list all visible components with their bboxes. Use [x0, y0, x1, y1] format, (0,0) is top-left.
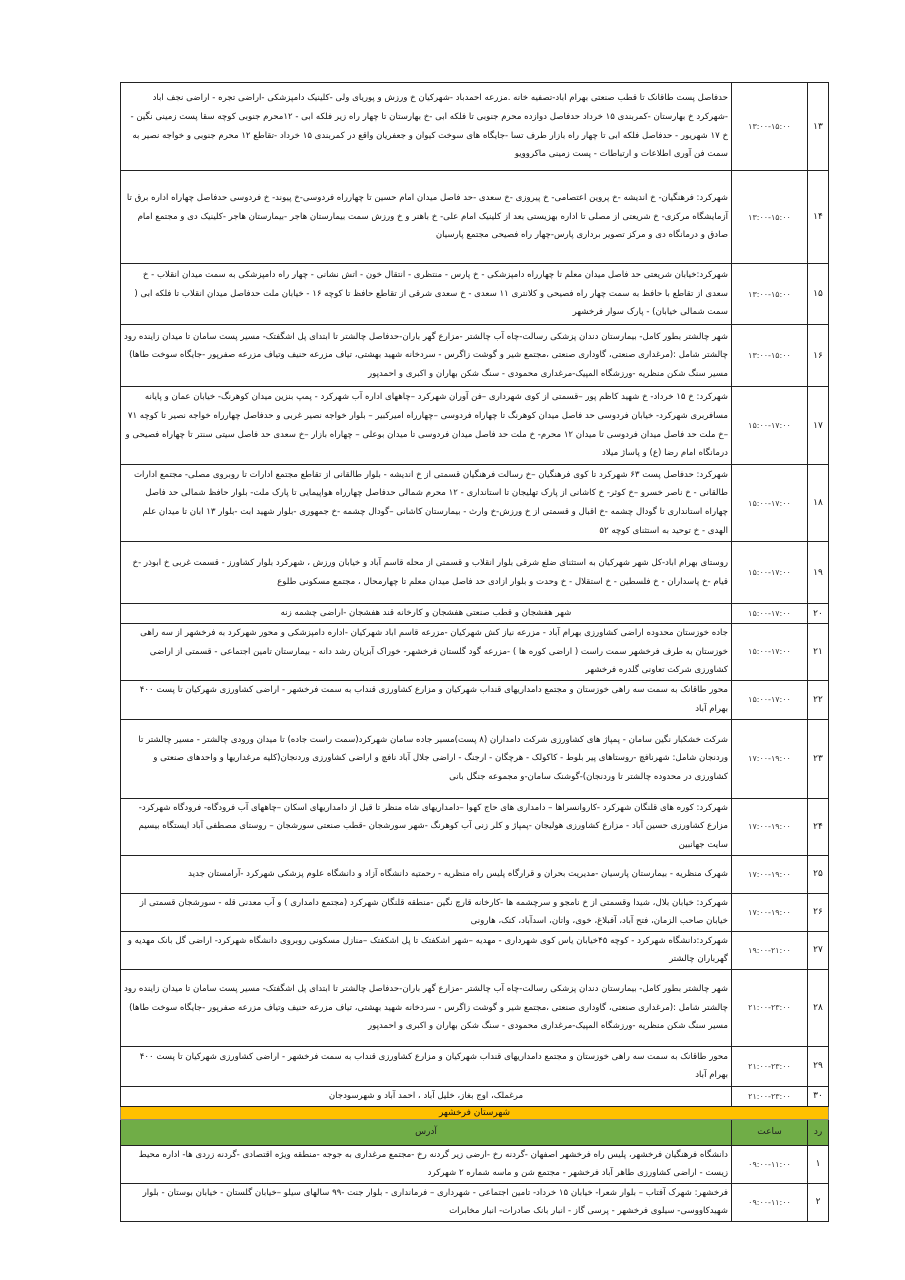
table-row: [121, 680, 829, 719]
row-address: شهرکرد: فرهنگیان- خ اندیشه -خ پروین اعتصامی- خ پیروزی -خ سعدی -حد فاصل میدان امام حسین تا چهارراه فردوسی-خ پیوند- خ فردوسی حدفاصل چهاراه اداره برق تا آزمایشگاه مرکزی- خ شریعتی از مصلی تا اداره بهزیستی بعد از کلینیک امام علی- خ باهنر و خ ورزش سمت بیمارستان هاجر -بیمارستان هاجر -کلینیک دی و مجتمع امام صادق و درمانگاه دی و مرکز تصویر برداری پارس-چهار راه فصیحی مجتمع پارسیان: [121, 171, 732, 264]
row-time: ۱۷:۰۰-۱۹:۰۰: [732, 719, 808, 798]
row-time: ۱۵:۰۰-۱۷:۰۰: [732, 680, 808, 719]
outage-schedule-table: [120, 82, 829, 1222]
section-title-row: [121, 1106, 829, 1119]
row-address: دانشگاه فرهنگیان فرخشهر، پلیس راه فرخشهر اصفهان -گردنه رخ -ارضی زیر گردنه رخ -مجتمع مرغداری به جوجه -منطقه ویژه اقتصادی -گردنه زردی ها- اداره محیط زیست - اراضی کشاورزی طاهر آباد فرخشهر - مجتمع شن و ماسه شماره ۲ شهرکرد: [121, 1145, 732, 1183]
row-address: شهرکرد: حدفاصل پست ۶۳ شهرکرد تا کوی فرهنگیان –خ رسالت فرهنگیان قسمتی از خ اندیشه - بلوار طالقانی از تقاطع مجتمع ادارات تا روبروی مصلی- مجتمع ادارات طالقانی - خ ناصر خسرو –خ کوثر- خ کاشانی از پارک تهلیجان تا استانداری - ۱۲ محرم شمالی حدفاصل چهارراه هواپیمایی تا پارک ملت- بلوار حافظ شمالی حد فاصل چهاراه استانداری تا گودال چشمه -خ اقبال و قسمتی از خ ورزش-خ وارث - بیمارستان کاشانی –گودال چشمه -خ جمهوری -بلوار شهید ابت -بلوار ۱۳ ابان تا میدان علم الهدی - خ توحید به استثنای کوچه ۵۲: [121, 465, 732, 542]
row-time: ۱۵:۰۰-۱۷:۰۰: [732, 624, 808, 681]
row-time: ۰۹:۰۰-۱۱:۰۰: [732, 1145, 808, 1183]
table-row: [121, 325, 829, 387]
row-number: ۲۶: [808, 893, 829, 931]
row-address: روستای بهرام اباد-کل شهر شهرکیان به استثنای ضلع شرقی بلوار انقلاب و قسمتی از محله قاسم آباد و خیابان ورزش ، شهرکرد بلوار کشاورز - قسمت غربی خ ابوذر -خ قیام -خ پاسداران - خ فلسطین - خ استقلال - خ وحدت و بلوار ازادی حد فاصل میدان معلم تا چهارمحال ، مجتمع مسکونی طلوع: [121, 542, 732, 604]
table-row: [121, 969, 829, 1046]
row-time: ۱۵:۰۰-۱۷:۰۰: [732, 387, 808, 465]
row-time: ۱۳:۰۰-۱۵:۰۰: [732, 171, 808, 264]
header-address: آدرس: [121, 1119, 732, 1145]
row-time: ۲۱:۰۰-۲۳:۰۰: [732, 1086, 808, 1106]
table-row: [121, 893, 829, 931]
row-time: ۱۷:۰۰-۱۹:۰۰: [732, 798, 808, 855]
table-row: [121, 1046, 829, 1086]
table-row: [121, 264, 829, 325]
row-number: ۳۰: [808, 1086, 829, 1106]
outage-schedule-document: [120, 82, 829, 1222]
row-time: ۲۱:۰۰-۲۳:۰۰: [732, 1046, 808, 1086]
table-row: [121, 798, 829, 855]
column-header-row: [121, 1119, 829, 1145]
table-row: [121, 1086, 829, 1106]
table-row: [121, 171, 829, 264]
row-number: ۱۷: [808, 387, 829, 465]
table-row: [121, 1145, 829, 1183]
row-time: ۱۷:۰۰-۱۹:۰۰: [732, 855, 808, 893]
row-address: شهر چالشتر بطور کامل- بیمارستان دندان پزشکی رسالت-چاه آب چالشتر -مزارع گهر باران-حدفاصل چالشتر تا ابتدای پل اشگفتک- مسیر پست سامان تا میدان زاینده رود چالشتر شامل :(مرغداری صنعتی، گاوداری صنعتی ،مجتمع شیر و گوشت زاگرس - سردخانه شهید بهشتی، تیاف مزرعه حنیف وتیاف مزرعه صفرپور -جایگاه سوخت طاها) مسیر سنگ شکن منظریه -ورزشگاه المپیک-مرغداری محمودی - سنگ شکن بهاران و اکبری و احمدپور: [121, 325, 732, 387]
farrokhshahr-rows: [121, 1145, 829, 1221]
row-address: حدفاصل پست طاقانک تا قطب صنعتی بهرام اباد-تصفیه خانه .مزرعه احمدباد -شهرکیان خ ورزش و پوریای ولی -کلینیک دامپزشکی -اراضی تجره - اراضی نجف اباد -شهرکرد خ بهارستان -کمربندی ۱۵ خرداد حدفاصل دوازده محرم جنوبی تا فلکه ابی -خ بهارستان تا چهار راه زیر فلکه ابی - ۱۲محرم جنوبی کوچه سقا پست زمینی نگین - خ ۱۷ شهریور - حدفاصل فلکه ابی تا چهار راه بازار طرف تسا -جایگاه های سوخت کیوان و جعفریان واقع در کمربندی ۱۵ خرداد -تقاطع ۱۲ محرم جنوبی و خواجه نصیر به سمت فن آوری اطلاعات و ارتباطات - پست زمینی ماکروویو: [121, 83, 732, 171]
row-address: شهرکرد: خ ۱۵ خرداد- خ شهید کاظم پور –قسمتی از کوی شهرداری –فن آوران شهرکرد –چاههای اداره آب شهرکرد - پمپ بنزین میدان کوهرنگ- خیابان عمان و پایانه مسافربری شهرکرد- خیابان فردوسی حد فاصل میدان کوهرنگ تا چهاراه فردوسی –چهارراه امیرکبیر – بلوار خواجه نصیر غربی و حدفاصل چهارراه خواجه نصیر تا کوچه ۷۱ –خ ملت حد فاصل میدان فردوسی تا میدان ۱۲ محرم- خ ملت حد فاصل میدان فردوسی تا میدان بوعلی – چهاراه بازار –خ سعدی حد فاصل سیتی سنتر تا چهاراه فصیحی و درمانگاه امام رضا (ع) و پاساژ میلاد: [121, 387, 732, 465]
header-num: رد: [808, 1119, 829, 1145]
row-address: شهرکرد: کوره های قلنگان شهرکرد -کاروانسراها – دامداری های حاج کهوا –دامداریهای شاه منظر تا قبل از دامداریهای اسکان –چاههای آب فرودگاه- فرودگاه شهرکرد- مزارع کشاورزی حسین آباد - مزارع کشاورزی هولیجان -پمپاژ و کلر زنی آب کوهرنگ -شهر سورشجان -قطب صنعتی سورشجان – روستای مصطفی آباد ایستگاه بیسیم سایت جهانبین: [121, 798, 732, 855]
row-time: ۱۹:۰۰-۲۱:۰۰: [732, 931, 808, 969]
table-row: [121, 83, 829, 171]
row-address: جاده خوزستان محدوده اراضی کشاورزی بهرام آباد - مزرعه نیاز کش شهرکیان -مزرعه قاسم اباد شهرکیان -اداره دامپزشکی و محور شهرکرد به فرخشهر از سه راهی خوزستان به طرف فرخشهر سمت راست ( اراضی کوره ها ) -مزرعه گود گلستان فرخشهر- خوراک آبزیان رشد دانه - بیمارستان تامین اجتماعی - قسمتی از اراضی کشاورزی شرکت تعاونی گلدره فرخشهر: [121, 624, 732, 681]
shahrekord-rows: [121, 83, 829, 1107]
row-number: ۲۰: [808, 604, 829, 624]
row-address: شرکت خشکبار نگین سامان - پمپاژ های کشاورزی شرکت دامداران (۸ پست)مسیر جاده سامان شهرکرد(سمت راست جاده) تا میدان ورودی چالشتر - مسیر چالشتر تا وردنجان شامل: شهرنافچ -روستاهای پیر بلوط - کاکولک - هرچگان - ارجنگ - اراضی جلال آباد نافچ و اراضی کشاورزی وردنجان(کلیه مرغداریها و واحدهای صنعتی و کشاورزی در محدوده چالشتر تا وردنجان)-گوشنک سامان-و مجموعه جنگل بانی: [121, 719, 732, 798]
row-number: ۱۳: [808, 83, 829, 171]
row-time: ۲۱:۰۰-۲۳:۰۰: [732, 969, 808, 1046]
row-address: شهرکرد:خیابان شریعتی حد فاصل میدان معلم تا چهارراه دامپزشکی - خ پارس - منتظری - انتقال خون - اتش نشانی - چهار راه دامپزشکی به سمت میدان انقلاب - خ سعدی از تقاطع با حافظ به سمت چهار راه فصیحی و کلانتری ۱۱ سعدی - خ سعدی شرقی از تقاطع حافظ تا کوچه ۱۶ - خیابان ملت حدفاصل میدان انقلاب تا فلکه ابی ( سمت شمالی خیابان) - پارک سوار فرخشهر: [121, 264, 732, 325]
row-address: شهر هفشجان و قطب صنعتی هفشجان و کارخانه قند هفشجان -اراضی چشمه زنه: [121, 604, 732, 624]
row-number: ۲۸: [808, 969, 829, 1046]
table-row: [121, 542, 829, 604]
row-time: ۰۹:۰۰-۱۱:۰۰: [732, 1183, 808, 1221]
row-number: ۱۸: [808, 465, 829, 542]
row-address: محور طاقانک به سمت سه راهی خوزستان و مجتمع دامداریهای قنداب شهرکیان و مزارع کشاورزی قنداب به سمت فرخشهر - اراضی کشاورزی شهرکیان تا پست ۴۰۰ بهرام آباد: [121, 680, 732, 719]
row-address: فرخشهر: شهرک آفتاب – بلوار شعرا- خیابان ۱۵ خرداد- تامین اجتماعی - شهرداری – فرمانداری - بلوار جنت -۹۹ سالهای سیلو –خیابان گلستان - خیابان بوستان - بلوار شهیدکاووسی- سیلوی فرخشهر - پرسی گاز - انبار بانک صادرات- انبار مخابرات: [121, 1183, 732, 1221]
table-row: [121, 855, 829, 893]
row-address: محور طاقانک به سمت سه راهی خوزستان و مجتمع دامداریهای قنداب شهرکیان و مزارع کشاورزی قنداب به سمت فرخشهر - اراضی کشاورزی شهرکیان تا پست ۴۰۰ بهرام آباد: [121, 1046, 732, 1086]
row-time: ۱۵:۰۰-۱۷:۰۰: [732, 542, 808, 604]
row-address: شهرک منظریه - بیمارستان پارسیان -مدیریت بحران و قرارگاه پلیس راه منظریه - رحمتیه دانشگاه آزاد و دانشگاه علوم پزشکی شهرکرد -آرامستان جدید: [121, 855, 732, 893]
row-number: ۱۵: [808, 264, 829, 325]
row-number: ۱: [808, 1145, 829, 1183]
farrokhshahr-section: [121, 1106, 829, 1145]
table-row: [121, 1183, 829, 1221]
row-number: ۲۵: [808, 855, 829, 893]
row-time: ۱۳:۰۰-۱۵:۰۰: [732, 264, 808, 325]
row-number: ۲: [808, 1183, 829, 1221]
row-time: ۱۳:۰۰-۱۵:۰۰: [732, 325, 808, 387]
table-row: [121, 931, 829, 969]
row-number: ۲۷: [808, 931, 829, 969]
header-time: ساعت: [732, 1119, 808, 1145]
row-time: ۱۳:۰۰-۱۵:۰۰: [732, 83, 808, 171]
table-row: [121, 624, 829, 681]
row-number: ۲۱: [808, 624, 829, 681]
row-number: ۲۹: [808, 1046, 829, 1086]
row-time: ۱۷:۰۰-۱۹:۰۰: [732, 893, 808, 931]
row-address: شهرکرد: خیابان بلال، شیدا وقسمتی از خ نامجو و سرچشمه ها -کارخانه قارچ نگین -منطقه قلنگان شهرکرد (مجتمع دامداری ) و آب معدنی قله - سورشجان قسمتی از خیابان صاحب الزمان، فتح آباد، آفبلاغ، خوی، واتان، اسدآباد، کنک، هارونی: [121, 893, 732, 931]
table-row: [121, 465, 829, 542]
row-address: مرغملک، اوج بغاز، خلیل آباد ، احمد آباد و شهرسودجان: [121, 1086, 732, 1106]
row-address: شهرکرد:دانشگاه شهرکرد - کوچه ۴۵خیابان یاس کوی شهرداری - مهدیه –شهر اشکفتک تا پل اشکفتک –منازل مسکونی روبروی دانشگاه شهرکرد- اراضی گل بانک مهدیه و گهرباران چالشتر: [121, 931, 732, 969]
row-number: ۱۴: [808, 171, 829, 264]
row-number: ۲۴: [808, 798, 829, 855]
row-number: ۲۳: [808, 719, 829, 798]
table-row: [121, 719, 829, 798]
row-time: ۱۵:۰۰-۱۷:۰۰: [732, 465, 808, 542]
row-time: ۱۵:۰۰-۱۷:۰۰: [732, 604, 808, 624]
table-row: [121, 604, 829, 624]
table-row: [121, 387, 829, 465]
row-number: ۲۲: [808, 680, 829, 719]
row-address: شهر چالشتر بطور کامل- بیمارستان دندان پزشکی رسالت-چاه آب چالشتر -مزارع گهر باران-حدفاصل چالشتر تا ابتدای پل اشگفتک- مسیر پست سامان تا میدان زاینده رود چالشتر شامل :(مرغداری صنعتی، گاوداری صنعتی ،مجتمع شیر و گوشت زاگرس - سردخانه شهید بهشتی، تیاف مزرعه حنیف وتیاف مزرعه صفرپور -جایگاه سوخت طاها) مسیر سنگ شکن منظریه -ورزشگاه المپیک-مرغداری محمودی - سنگ شکن بهاران و اکبری و احمدپور: [121, 969, 732, 1046]
row-number: ۱۹: [808, 542, 829, 604]
row-number: ۱۶: [808, 325, 829, 387]
section-title: شهرستان فرخشهر: [121, 1106, 829, 1119]
